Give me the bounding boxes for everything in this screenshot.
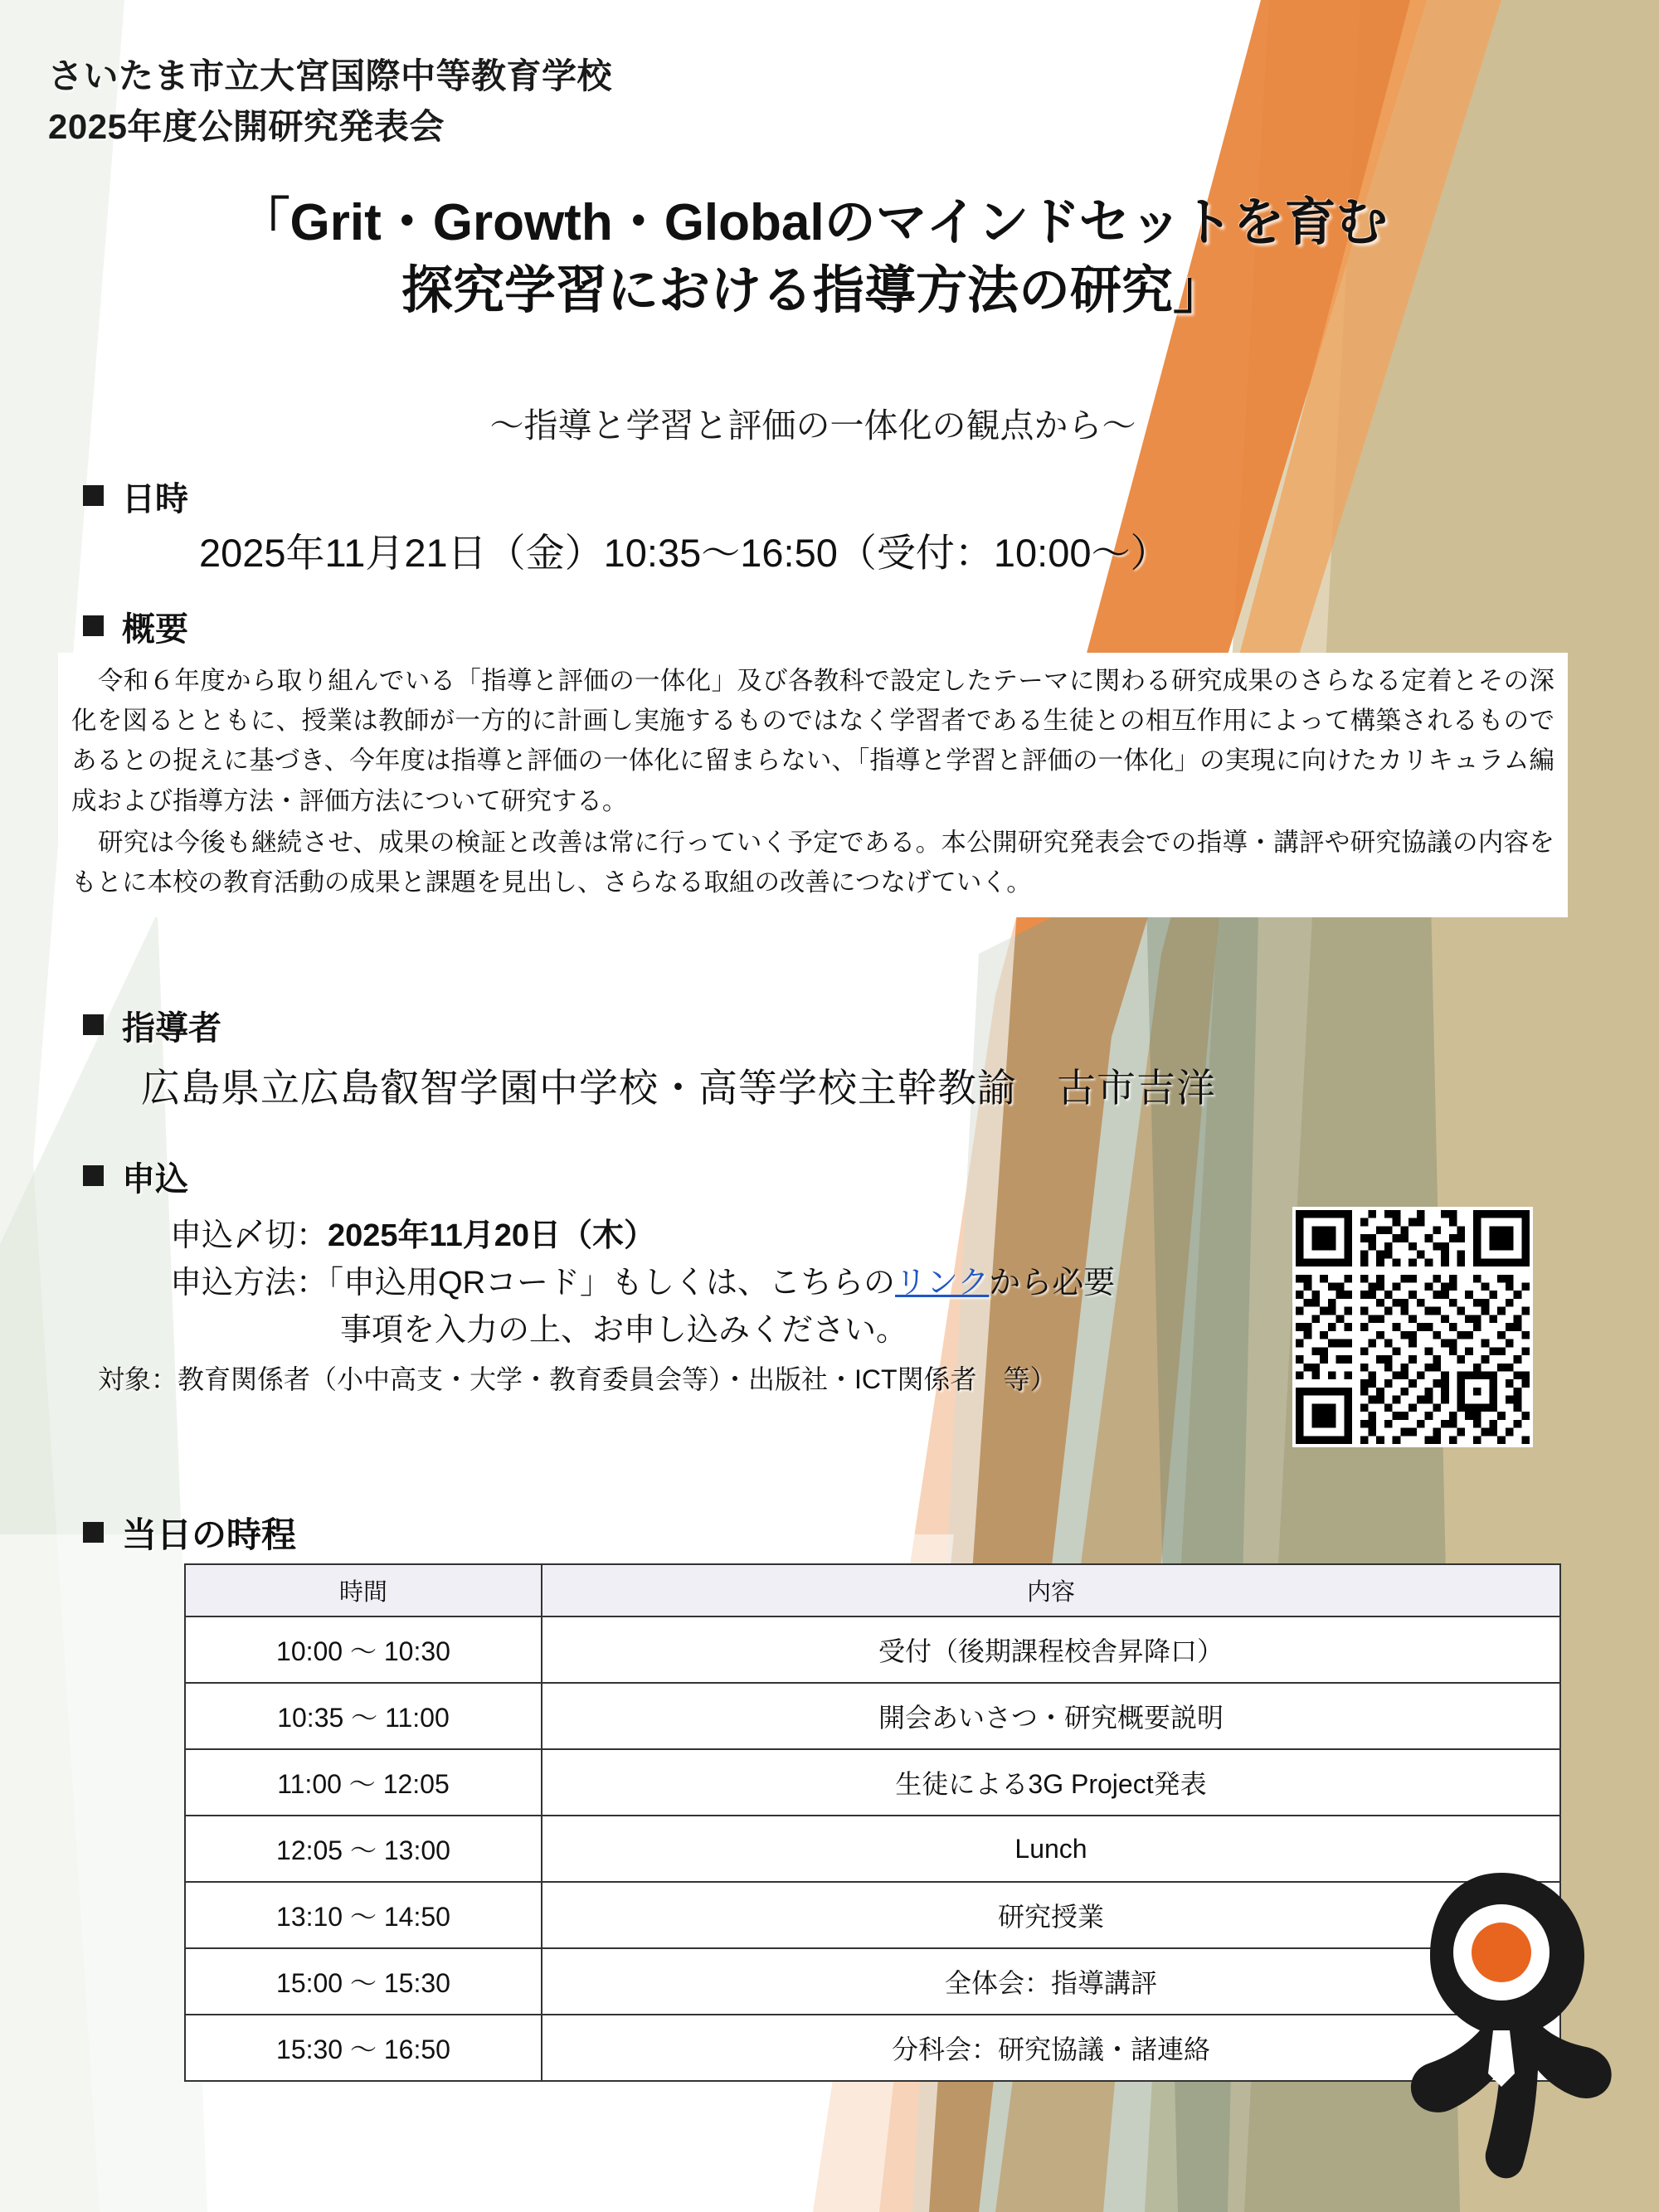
square-bullet-icon — [83, 615, 104, 636]
cell-content: 受付（後期課程校舎昇降口） — [542, 1616, 1560, 1683]
page-title-line1: 「Grit・Growth・Globalのマインドセットを育む — [238, 194, 1388, 251]
cell-content: Lunch — [542, 1816, 1560, 1882]
school-name — [48, 51, 612, 153]
table-row — [185, 1948, 1560, 2015]
apply-method-row — [170, 1260, 1115, 1307]
apply-method-text-1: 「申込用QRコード」もしくは、こちらの — [328, 1266, 896, 1300]
advisor-value: 広島県立広島叡智学園中学校・高等学校主幹教諭 古市吉洋 — [141, 1066, 1216, 1110]
section-label-overview: 概要 — [122, 611, 188, 648]
section-label-advisor: 指導者 — [122, 1010, 221, 1047]
cell-content: 開会あいさつ・研究概要説明 — [542, 1683, 1560, 1749]
apply-target-line: 対象：教育関係者（小中高支・大学・教育委員会等）・出版社・ICT関係者 等） — [98, 1364, 1057, 1394]
square-bullet-icon — [83, 485, 104, 506]
square-bullet-icon — [83, 1014, 104, 1035]
section-heading-overview — [83, 603, 188, 650]
cell-time: 13:10 ～ 14:50 — [185, 1882, 542, 1948]
apply-deadline-value: 2025年11月20日（木） — [328, 1218, 655, 1253]
mascot-graphic — [1377, 1866, 1618, 2181]
cell-time: 10:35 ～ 11:00 — [185, 1683, 542, 1749]
column-header-content: 内容 — [542, 1564, 1560, 1616]
square-bullet-icon — [83, 1165, 104, 1186]
datetime-value: 2025年11月21日（金）10:35〜16:50（受付：10:00〜） — [199, 531, 1170, 575]
apply-link[interactable]: リンク — [895, 1266, 990, 1300]
table-row — [185, 1616, 1560, 1683]
cell-time: 10:00 ～ 10:30 — [185, 1616, 542, 1683]
column-header-time: 時間 — [185, 1564, 542, 1616]
cell-time: 15:00 ～ 15:30 — [185, 1948, 542, 2015]
overview-text-box — [58, 653, 1568, 917]
cell-time: 15:30 ～ 16:50 — [185, 2015, 542, 2081]
school-mascot-icon — [1377, 1866, 1618, 2181]
table-row — [185, 2015, 1560, 2081]
section-heading-schedule — [83, 1508, 296, 1558]
apply-details — [170, 1213, 1115, 1354]
page-title — [0, 189, 1626, 326]
cell-content: 生徒による3G Project発表 — [542, 1749, 1560, 1816]
qr-code-icon[interactable] — [1292, 1207, 1533, 1447]
school-name-line1: さいたま市立大宮国際中等教育学校 — [48, 56, 613, 95]
cell-time: 12:05 ～ 13:00 — [185, 1816, 542, 1882]
school-name-line2: 2025年度公開研究発表会 — [48, 106, 445, 146]
page-subtitle: 〜指導と学習と評価の一体化の観点から〜 — [489, 406, 1136, 445]
page-title-line2: 探究学習における指導方法の研究」 — [401, 262, 1224, 320]
section-heading-advisor — [83, 1002, 221, 1049]
cell-content: 分科会：研究協議・諸連絡 — [542, 2015, 1560, 2081]
apply-deadline-label: 申込〆切： — [170, 1218, 328, 1253]
cell-content: 研究授業 — [542, 1882, 1560, 1948]
section-label-schedule: 当日の時程 — [122, 1515, 297, 1554]
section-heading-datetime — [83, 473, 188, 520]
cell-time: 11:00 ～ 12:05 — [185, 1749, 542, 1816]
schedule-table — [184, 1563, 1561, 2082]
square-bullet-icon — [83, 1522, 104, 1543]
table-header-row — [185, 1564, 1560, 1616]
table-row — [185, 1882, 1560, 1948]
table-row — [185, 1816, 1560, 1882]
table-row — [185, 1749, 1560, 1816]
cell-content: 全体会：指導講評 — [542, 1948, 1560, 2015]
section-heading-apply — [83, 1153, 188, 1200]
overview-paragraph-2: 研究は今後も継続させ、成果の検証と改善は常に行っていく予定である。本公開研究発表会での指導・講評や研究協議の内容をもとに本校の教育活動の成果と課題を見出し、さらなる取組の改善につなげていく。 — [71, 828, 1554, 897]
apply-deadline-row — [170, 1213, 1115, 1260]
section-label-apply: 申込 — [122, 1161, 188, 1198]
overview-paragraph-1: 令和６年度から取り組んでいる「指導と評価の一体化」及び各教科で設定したテーマに関わる研究成果のさらなる定着とその深化を図るとともに、授業は教師が一方的に計画し実施するものではなく学習者である生徒との相互作用によって構築されるものであるとの捉えに基づき、今年度は指導と評価の一体化に留まらない、「指導と学習と評価の一体化」の実現に向けたカリキュラム編成および指導方法・評価方法について研究する。 — [71, 667, 1554, 815]
table-row — [185, 1683, 1560, 1749]
apply-method-row-2: 事項を入力の上、お申し込みください。 — [340, 1313, 908, 1348]
apply-method-label: 申込方法： — [170, 1266, 328, 1300]
apply-method-text-2: から必要 — [989, 1266, 1116, 1300]
qr-code-graphic — [1296, 1210, 1530, 1444]
section-label-datetime: 日時 — [122, 481, 188, 518]
